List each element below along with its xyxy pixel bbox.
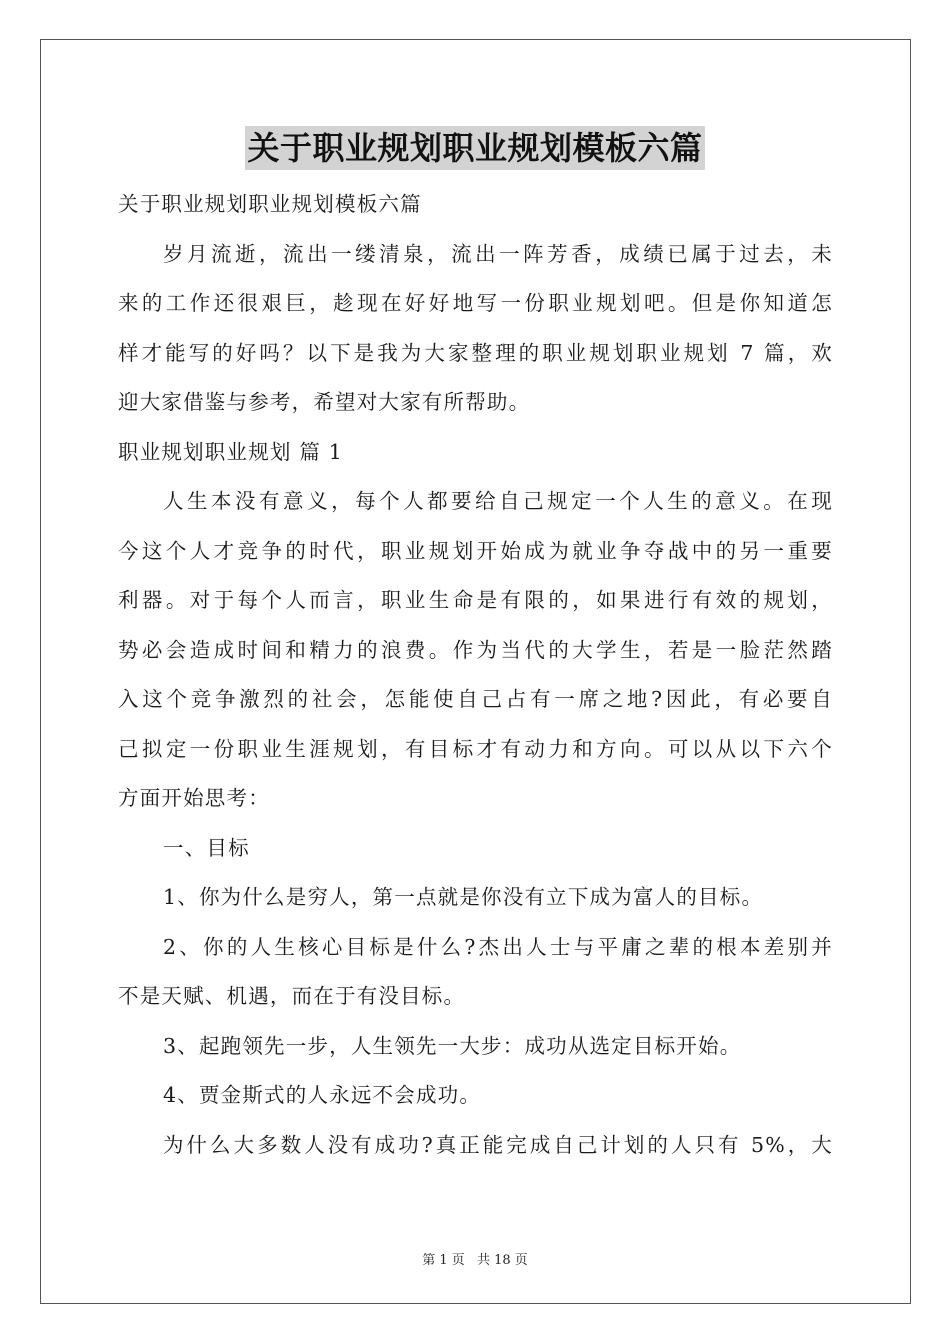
- text-line: 关于职业规划职业规划模板六篇: [118, 192, 422, 216]
- text-line: 一、目标: [163, 835, 250, 860]
- text-line: 1、你为什么是穷人，第一点就是你没有立下成为富人的目标。: [163, 885, 764, 909]
- text-line: 势必会造成时间和精力的浪费。作为当代的大学生，若是一脸茫然踏: [118, 637, 833, 662]
- text-line: 4、贾金斯式的人永远不会成功。: [163, 1083, 482, 1107]
- document-body: [118, 180, 833, 1170]
- text-line: 职业规划职业规划 篇 1: [118, 439, 343, 464]
- text-line: 3、起跑领先一步，人生领先一大步：成功从选定目标开始。: [163, 1033, 742, 1058]
- text-line: 迎大家借鉴与参考，希望对大家有所帮助。: [118, 390, 531, 414]
- text-line: 利器。对于每个人而言，职业生命是有限的，如果进行有效的规划，: [118, 588, 833, 612]
- page-number: 第 1 页: [422, 1253, 465, 1268]
- text-line: 不是天赋、机遇，而在于有没目标。: [118, 984, 466, 1008]
- text-line: 今这个人才竞争的时代，职业规划开始成为就业争夺战中的另一重要: [118, 538, 833, 563]
- text-line: 己拟定一份职业生涯规划，有目标才有动力和方向。可以从以下六个: [118, 736, 833, 761]
- text-line: 2、你的人生核心目标是什么?杰出人士与平庸之辈的根本差别并: [163, 934, 833, 959]
- text-line: 来的工作还很艰巨，趁现在好好地写一份职业规划吧。但是你知道怎: [118, 291, 833, 315]
- document-title: 关于职业规划职业规划模板六篇: [245, 126, 704, 170]
- text-line: 人生本没有意义，每个人都要给自己规定一个人生的意义。在现: [163, 489, 833, 513]
- text-line: 为什么大多数人没有成功?真正能完成自己计划的人只有 5%，大: [163, 1132, 833, 1157]
- title-wrap: [0, 126, 950, 170]
- text-line: 入这个竞争激烈的社会，怎能使自己占有一席之地?因此，有必要自: [118, 687, 833, 711]
- text-line: 方面开始思考：: [118, 786, 270, 810]
- text-line: 样才能写的好吗？以下是我为大家整理的职业规划职业规划 7 篇，欢: [118, 340, 833, 365]
- text-line: 岁月流逝，流出一缕清泉，流出一阵芳香，成绩已属于过去，未: [163, 241, 833, 266]
- page-total: 共 18 页: [476, 1253, 528, 1268]
- page-footer: [0, 1249, 950, 1268]
